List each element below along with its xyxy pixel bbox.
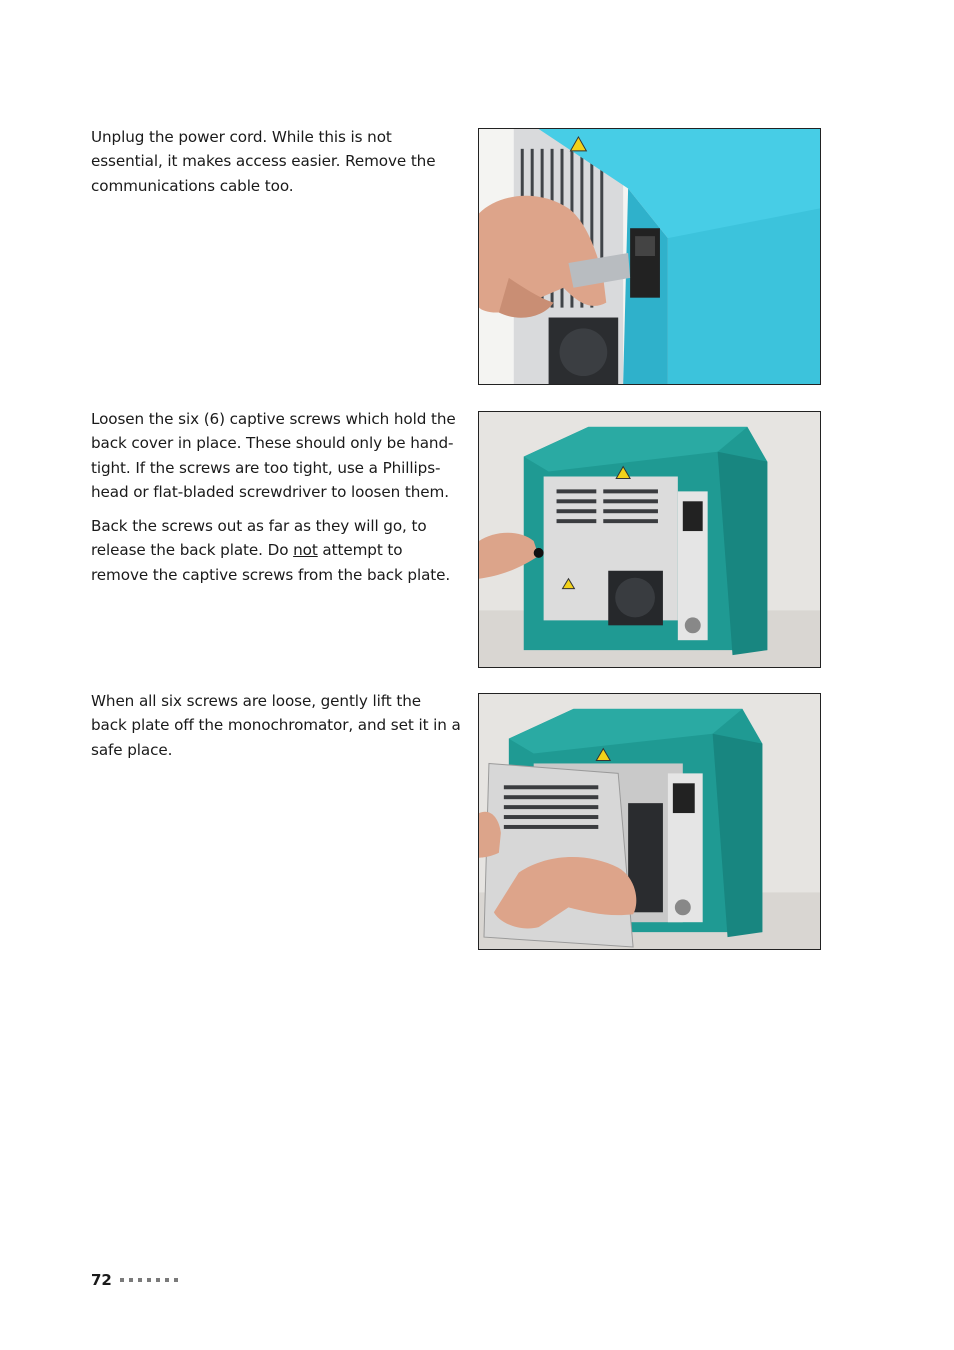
- step-2-emphasis-not: not: [293, 541, 318, 560]
- step-3-paragraph: When all six screws are loose, gently lift the back plate off the monochromator, and set it in a safe place.: [91, 692, 461, 759]
- footer-dot: [165, 1278, 169, 1282]
- footer-dot: [129, 1278, 133, 1282]
- step-1-paragraph: Unplug the power cord. While this is not essential, it makes access easier. Remove the communications cable too.: [91, 128, 436, 195]
- step-2-paragraph-2-after: attempt to remove the captive screws from the back plate.: [91, 541, 451, 584]
- hand-loosening-captive-screw-image: [479, 412, 820, 667]
- step-1-text: [91, 125, 461, 208]
- footer-dot: [156, 1278, 160, 1282]
- footer-dot: [120, 1278, 124, 1282]
- footer-dot: [174, 1278, 178, 1282]
- footer-dot: [138, 1278, 142, 1282]
- footer-dot: [147, 1278, 151, 1282]
- page-footer: [91, 1270, 178, 1290]
- step-3-photo: [478, 693, 821, 950]
- page-number: 72: [91, 1271, 112, 1289]
- step-1-photo: [478, 128, 821, 385]
- hands-lifting-back-plate-image: [479, 694, 820, 949]
- step-2-paragraph-2: [91, 514, 461, 587]
- step-2-paragraph-2-before: Back the screws out as far as they will go, to release the back plate. Do: [91, 517, 427, 560]
- step-2-photo: [478, 411, 821, 668]
- footer-dots-decoration: [120, 1278, 178, 1282]
- step-2-text: [91, 407, 461, 597]
- step-3-text: [91, 689, 461, 772]
- step-2-paragraph-1: Loosen the six (6) captive screws which hold the back cover in place. These should only be hand-tight. If the screws are too tight, use a Phillips-head or flat-bladed screwdriver to loosen them.: [91, 410, 456, 501]
- hand-unplugging-power-cord-image: [479, 129, 820, 384]
